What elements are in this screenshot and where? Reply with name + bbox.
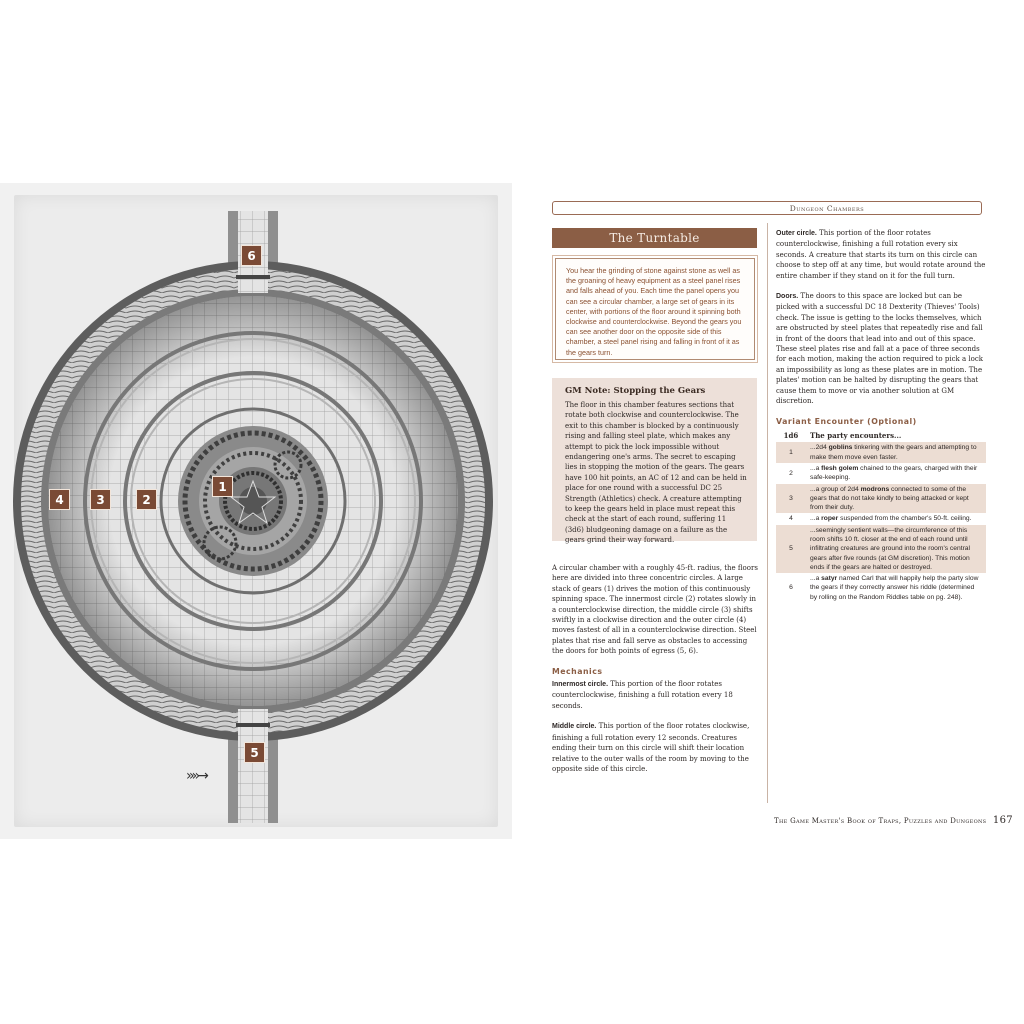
table-row (776, 573, 986, 603)
table-header-result: The party encounters... (810, 430, 902, 440)
outer-paragraph (776, 228, 986, 281)
map-label-5: 5 (244, 742, 265, 763)
table-cell-roll: 4 (789, 515, 793, 523)
gm-note-body: The floor in this chamber features sections that rotate both clockwise and counterclockwise. The exit to this chamber is blocked by a continuously rising and falling steel plate, which makes any attempt to pick the lock impossible without endangering one's arms. The secret to escaping lies in stopping the motion of the gears. The gears have 100 hit points, an AC of 12 and can be held in place for one round with a successful DC 25 Strength (Athletics) check. A creature attempting to keep the gears held in place must repeat this check at the start of each round, suffering 11 (3d6) bludgeoning damage on a failure as the gears grind their way forward. (565, 401, 747, 545)
page-number: 167 (992, 815, 1013, 826)
map-label-3: 3 (90, 489, 111, 510)
read-aloud-box: You hear the grinding of stone against stone as well as the groaning of heavy equipment as a steel panel rises and falls ahead of you. Each time the panel opens you can see a circular chamber, a large set of gears in its center, with portions of the floor around it spinning both clockwise and counterclockwise. Beyond the gears you can see another door on the opposite side of this chamber, a steel panel rising and falling in front of it as the gears turn. (555, 258, 755, 360)
running-head (552, 201, 982, 215)
column-divider (767, 223, 768, 803)
map-label-6: 6 (241, 245, 262, 266)
table-row (776, 442, 986, 463)
left-page (0, 183, 512, 839)
table-cell-result: ...a roper suspended from the chamber's 50-ft. ceiling. (810, 515, 972, 523)
table-cell-roll: 5 (776, 525, 806, 573)
mechanics-heading: Mechanics (552, 666, 603, 676)
table-cell-roll: 3 (776, 484, 806, 514)
table-row (776, 525, 986, 573)
table-cell-result: ...a group of 2d4 modrons connected to some of the gears that do not take kindly to being attacked or kept from their duty. (806, 484, 986, 514)
table-cell-result: ...seemingly sentient walls—the circumference of this room shifts 10 ft. closer at the end of each round until infiltrating creatures are ground into the room's central gears after five rounds (at GM discretion). This motion ends if the gears are halted or destroyed. (806, 525, 986, 573)
table-cell-roll: 1 (776, 442, 806, 463)
right-column (776, 228, 986, 603)
table-cell-roll: 2 (789, 469, 793, 477)
innermost-paragraph (552, 679, 760, 711)
table-cell-result: ...a satyr named Carl that will happily help the party slow the gears if they correctly answer his riddle (determined by rolling on the Random Riddles table on pg. 248). (810, 575, 979, 601)
table-cell-roll: 6 (789, 584, 793, 592)
dungeon-map (0, 183, 512, 839)
variant-heading: Variant Encounter (Optional) (776, 416, 917, 426)
doors-lead: Doors. (776, 293, 799, 301)
table-cell-result: ...2d4 goblins tinkering with the gears and attempting to make them move even faster. (806, 442, 986, 463)
left-column (552, 563, 760, 784)
book-spread (0, 183, 1024, 839)
innermost-lead: Innermost circle. (552, 681, 609, 689)
central-gears (178, 426, 328, 576)
table-row (776, 513, 986, 524)
outer-text: This portion of the floor rotates counterclockwise, finishing a full rotation every six seconds. A creature that starts its turn on this circle can choose to step off at any time, but would rotate around the entire chamber if they stand on it for the full turn. (776, 229, 986, 280)
map-label-1: 1 (212, 476, 233, 497)
map-label-2: 2 (136, 489, 157, 510)
running-head-text: Dungeon Chambers (789, 203, 865, 213)
middle-paragraph (552, 721, 760, 774)
page-footer (774, 815, 1013, 826)
encounter-table (776, 430, 986, 603)
gm-note-title: GM Note: Stopping the Gears (565, 386, 706, 396)
middle-text: This portion of the floor rotates clockwise, finishing a full rotation every 12 seconds. Creatures ending their turn on this circle will shift their location relative to the outer walls of the room by moving to the opposite side of this circle. (552, 722, 750, 773)
right-page (512, 183, 1024, 839)
table-cell-result: ...a flesh golem chained to the gears, charged with their safe-keeping. (810, 464, 978, 482)
entrance-arrow-icon: »»→ (186, 768, 206, 784)
middle-lead: Middle circle. (552, 723, 597, 731)
innermost-text: This portion of the floor rotates counterclockwise, finishing a full rotation every 18 seconds. (552, 680, 733, 710)
outer-lead: Outer circle. (776, 230, 817, 237)
table-header-die: 1d6 (783, 430, 799, 440)
table-row (776, 484, 986, 514)
intro-paragraph: A circular chamber with a roughly 45-ft. radius, the floors here are divided into three concentric circles. A large stack of gears (1) drives the motion of this continuously spinning space. The innermost circle (2) rotates slowly in a counterclockwise direction, the middle circle (3) shifts swiftly in a clockwise direction and the outer circle (4) moves fastest of all in a counterclockwise direction. Steel plates that rise and fall serve as obstacles to accessing the doors for both points of egress (5, 6). (552, 564, 758, 656)
book-title: The Game Master's Book of Traps, Puzzles and Dungeons (774, 817, 987, 825)
doors-text: The doors to this space are locked but can be picked with a successful DC 18 Dexterity (Thieves' Tools) check. The issue is getting to the locks themselves, which are obstructed by steel plates that repeatedly rise and fall in front of the doors that lead into and out of this space. These steel plates rise and fall at a pace of three seconds for each motion, making the action required to pick a lock an impossibility as long as these plates are in motion. The plates' motion can be halted by disrupting the gears that cause them to move or via another solution at GM discretion. (776, 292, 983, 406)
table-row (776, 463, 986, 484)
gm-note-sidebar (552, 378, 757, 545)
map-label-4: 4 (49, 489, 70, 510)
section-title: The Turntable (552, 228, 757, 248)
doors-paragraph (776, 291, 986, 406)
